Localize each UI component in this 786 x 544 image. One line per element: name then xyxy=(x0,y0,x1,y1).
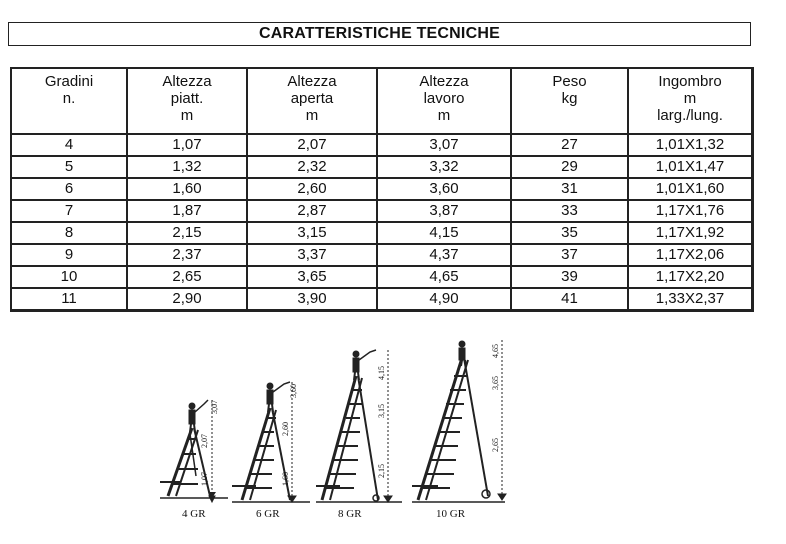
cell-altezza-piatt: 2,37 xyxy=(128,245,248,267)
table-row xyxy=(12,289,751,309)
specs-table xyxy=(10,67,754,312)
cell-altezza-aperta: 3,15 xyxy=(248,223,378,245)
label-8gr-1: 2,15 xyxy=(377,464,386,478)
cell-ingombro: 1,01X1,60 xyxy=(629,179,751,201)
cell-gradini: 9 xyxy=(12,245,128,267)
cell-altezza-aperta: 2,87 xyxy=(248,201,378,223)
dimension-labels xyxy=(200,344,500,486)
cell-altezza-piatt: 2,65 xyxy=(128,267,248,289)
table-row xyxy=(12,267,751,289)
cell-altezza-piatt: 2,90 xyxy=(128,289,248,309)
ladder-captions xyxy=(182,508,466,520)
cell-altezza-aperta: 3,65 xyxy=(248,267,378,289)
cell-peso: 27 xyxy=(512,135,629,157)
table-row xyxy=(12,135,751,157)
cell-gradini: 10 xyxy=(12,267,128,289)
cell-altezza-lavoro: 3,32 xyxy=(378,157,512,179)
cell-altezza-lavoro: 4,37 xyxy=(378,245,512,267)
header-altezza-piatt: Altezza piatt. m xyxy=(128,69,248,135)
header-altezza-lavoro: Altezza lavoro m xyxy=(378,69,512,135)
ladder-10gr xyxy=(412,340,506,500)
cell-altezza-piatt: 1,07 xyxy=(128,135,248,157)
cell-ingombro: 1,17X2,06 xyxy=(629,245,751,267)
label-6gr-3: 3,60 xyxy=(289,384,298,398)
cell-altezza-aperta: 2,32 xyxy=(248,157,378,179)
label-10gr-1: 2,65 xyxy=(491,438,500,452)
cell-peso: 37 xyxy=(512,245,629,267)
cell-altezza-piatt: 2,15 xyxy=(128,223,248,245)
header-peso: Peso kg xyxy=(512,69,629,135)
cell-altezza-lavoro: 4,65 xyxy=(378,267,512,289)
caption-6gr: 6 GR xyxy=(256,508,280,520)
cell-peso: 39 xyxy=(512,267,629,289)
header-row xyxy=(12,69,751,135)
cell-altezza-lavoro: 4,90 xyxy=(378,289,512,309)
cell-ingombro: 1,01X1,32 xyxy=(629,135,751,157)
label-4gr-1: 1,07 xyxy=(200,472,209,486)
cell-altezza-piatt: 1,32 xyxy=(128,157,248,179)
cell-gradini: 11 xyxy=(12,289,128,309)
header-ingombro: Ingombro m larg./lung. xyxy=(629,69,751,135)
cell-altezza-aperta: 3,90 xyxy=(248,289,378,309)
label-4gr-3: 3,07 xyxy=(210,400,219,414)
cell-peso: 33 xyxy=(512,201,629,223)
label-6gr-1: 1,60 xyxy=(281,472,290,486)
label-8gr-2: 3,15 xyxy=(377,404,386,418)
caption-10gr: 10 GR xyxy=(436,508,466,520)
cell-altezza-lavoro: 3,60 xyxy=(378,179,512,201)
label-8gr-3: 4,15 xyxy=(377,366,386,380)
table-row xyxy=(12,157,751,179)
header-altezza-aperta: Altezza aperta m xyxy=(248,69,378,135)
cell-peso: 31 xyxy=(512,179,629,201)
cell-peso: 29 xyxy=(512,157,629,179)
ladder-illustration xyxy=(150,336,520,526)
cell-peso: 35 xyxy=(512,223,629,245)
cell-ingombro: 1,33X2,37 xyxy=(655,290,725,307)
cell-altezza-piatt: 1,60 xyxy=(128,179,248,201)
cell-ingombro: 1,01X1,47 xyxy=(629,157,751,179)
cell-ingombro: 1,17X1,76 xyxy=(629,201,751,223)
cell-gradini: 7 xyxy=(12,201,128,223)
label-10gr-2: 3,65 xyxy=(491,376,500,390)
cell-altezza-aperta: 2,60 xyxy=(248,179,378,201)
table-row xyxy=(12,223,751,245)
table-row xyxy=(12,201,751,223)
cell-ingombro: 1,17X2,20 xyxy=(629,267,751,289)
section-title xyxy=(8,22,751,46)
label-10gr-3: 4,65 xyxy=(491,344,500,358)
table-row xyxy=(12,179,751,201)
cell-ingombro: 1,17X1,92 xyxy=(629,223,751,245)
label-6gr-2: 2,60 xyxy=(281,422,290,436)
label-4gr-2: 2,07 xyxy=(200,434,209,448)
table-row xyxy=(12,245,751,267)
cell-gradini: 8 xyxy=(12,223,128,245)
cell-altezza-lavoro: 3,07 xyxy=(378,135,512,157)
cell-gradini: 6 xyxy=(12,179,128,201)
cell-peso: 41 xyxy=(512,289,629,309)
cell-gradini: 4 xyxy=(12,135,128,157)
caption-4gr: 4 GR xyxy=(182,508,206,520)
header-gradini: Gradini n. xyxy=(12,69,128,135)
cell-altezza-lavoro: 4,15 xyxy=(378,223,512,245)
cell-altezza-lavoro: 3,87 xyxy=(378,201,512,223)
cell-altezza-aperta: 2,07 xyxy=(248,135,378,157)
cell-altezza-aperta: 3,37 xyxy=(248,245,378,267)
cell-gradini: 5 xyxy=(12,157,128,179)
title-text: CARATTERISTICHE TECNICHE xyxy=(259,25,500,42)
cell-altezza-piatt: 1,87 xyxy=(128,201,248,223)
caption-8gr: 8 GR xyxy=(338,508,362,520)
